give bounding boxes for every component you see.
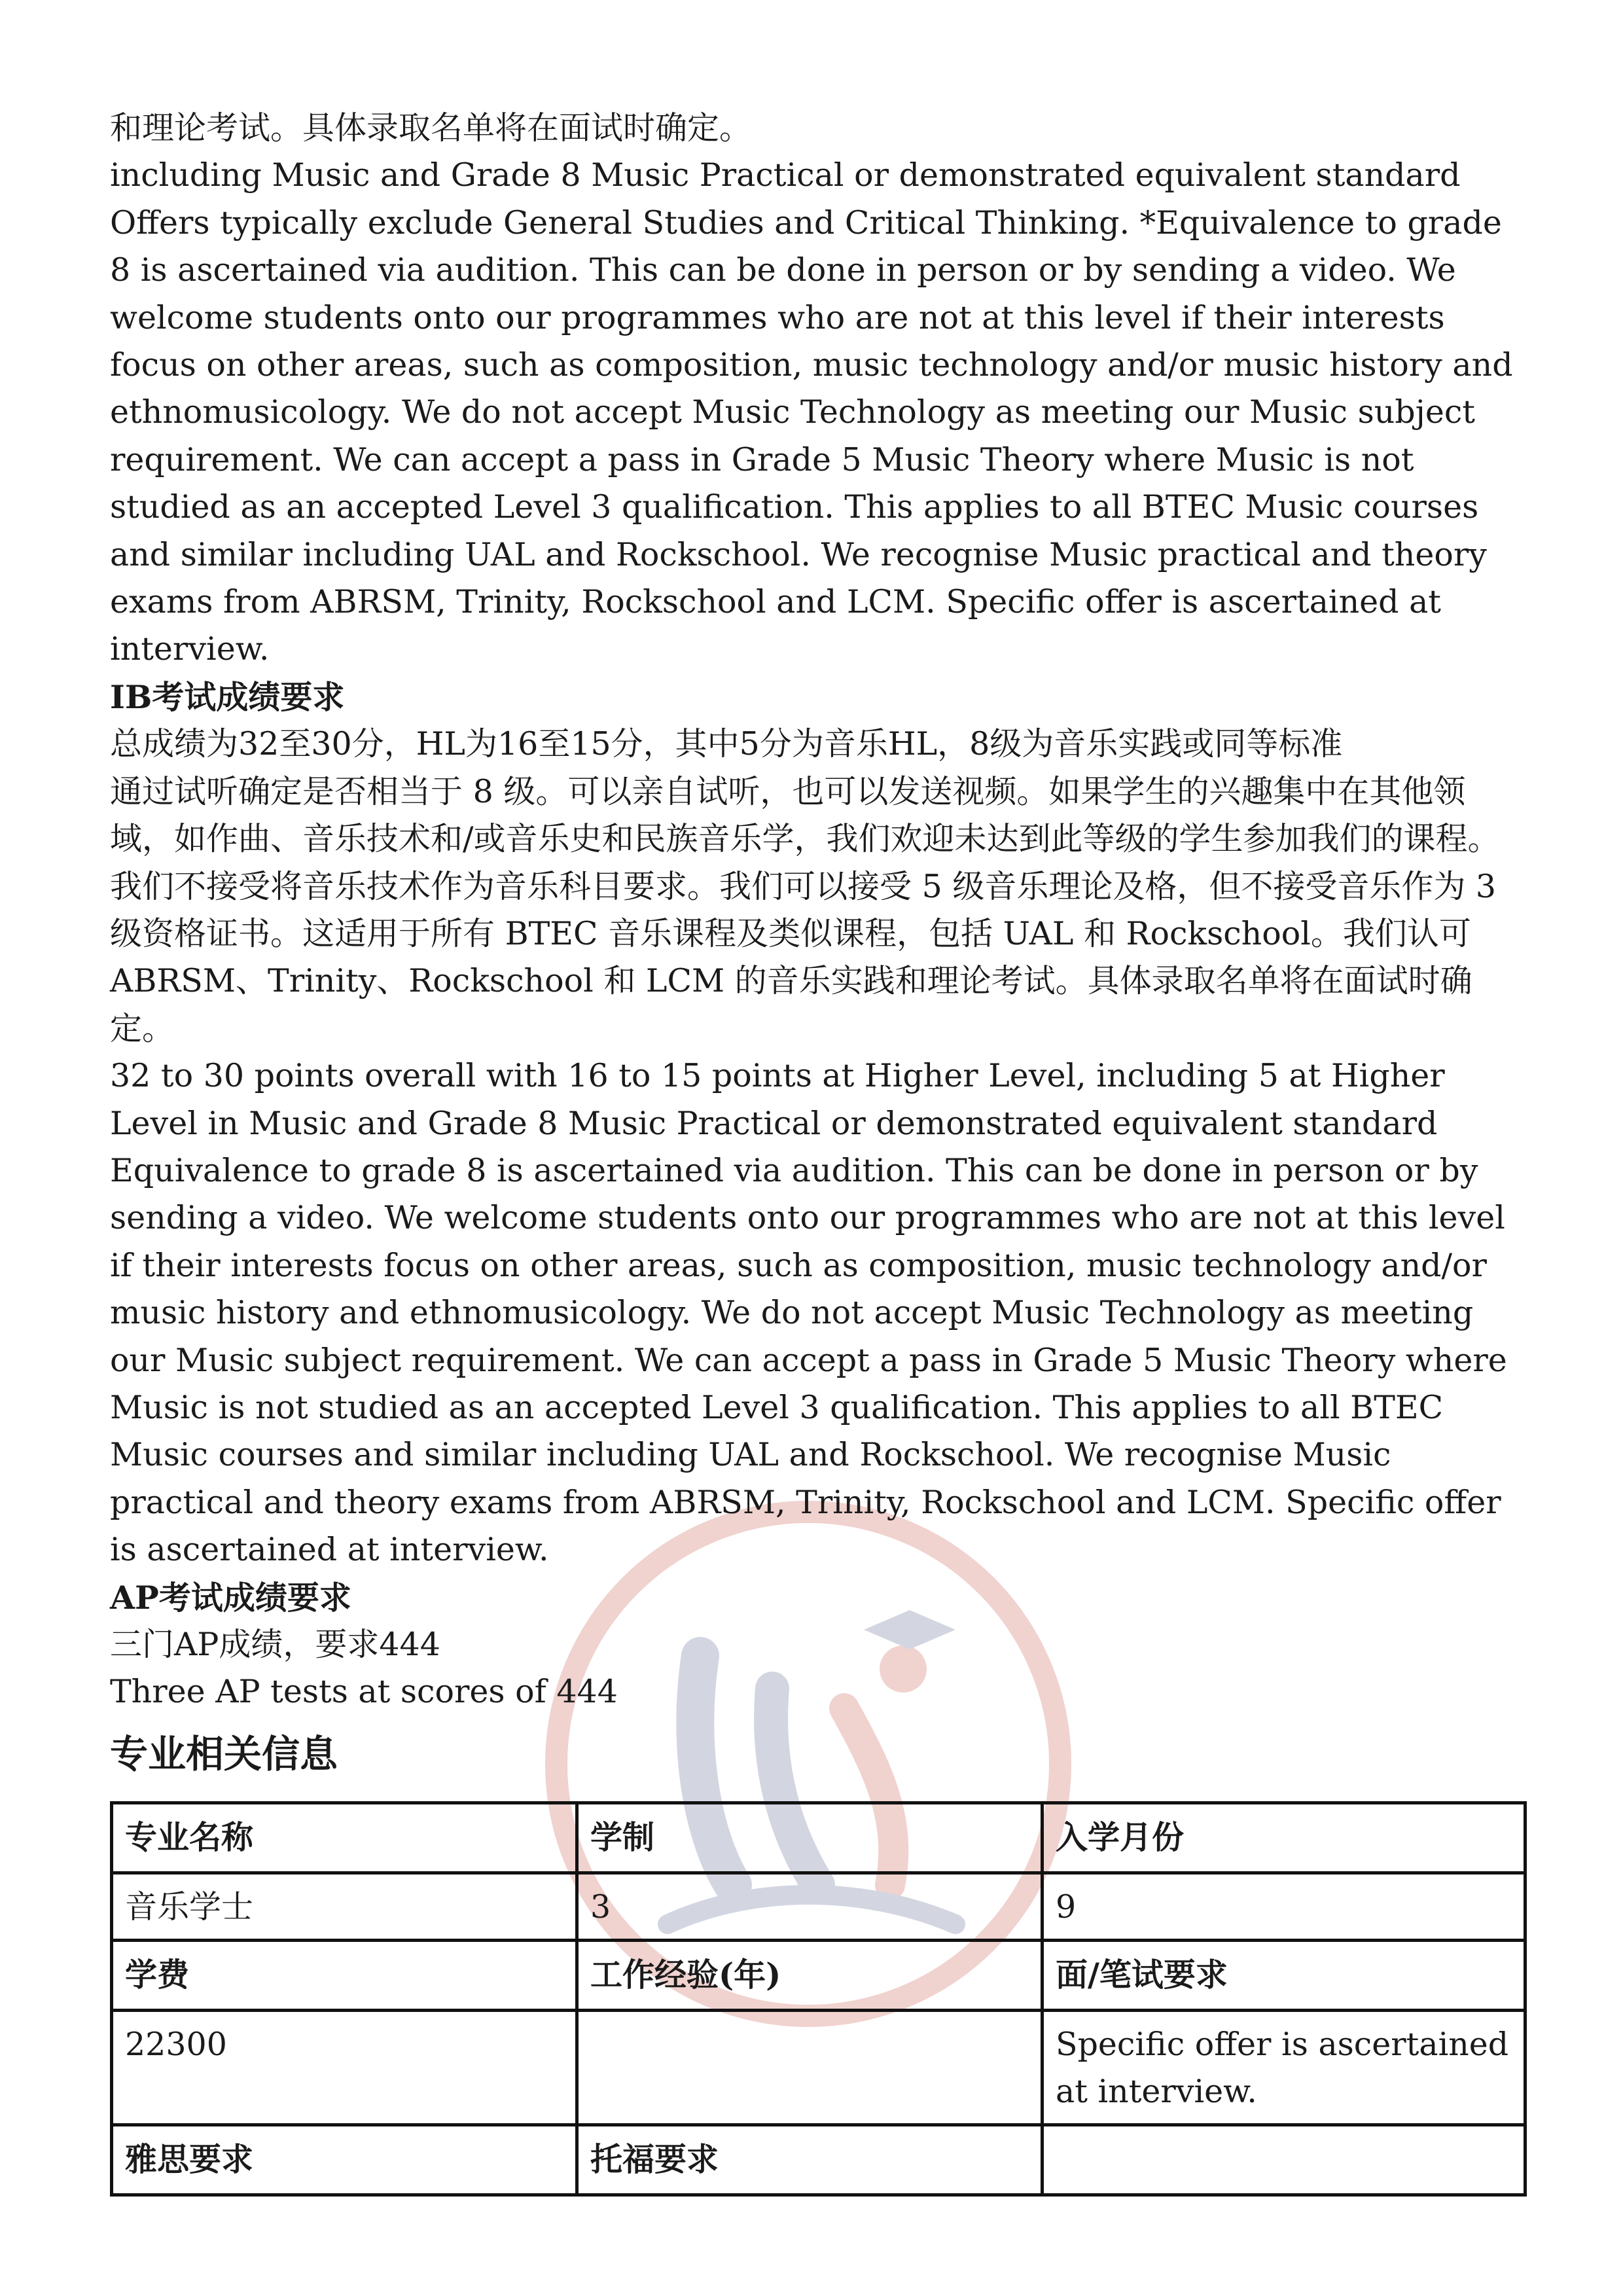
document-body (110, 105, 1524, 1716)
section-title: 专业相关信息 (110, 1732, 338, 1776)
table-row (112, 1873, 1525, 1941)
header-program-name: 专业名称 (112, 1803, 577, 1873)
header-toefl: 托福要求 (577, 2125, 1043, 2195)
table-row (112, 2011, 1525, 2125)
table-row (112, 1803, 1525, 1873)
program-info-table (110, 1801, 1527, 2197)
table-row (112, 1941, 1525, 2011)
value-interview-requirement: Specific offer is ascertained at interview. (1043, 2011, 1525, 2125)
ap-heading: AP考试成绩要求 (110, 1578, 351, 1617)
table-row (112, 2125, 1525, 2195)
value-duration: 3 (577, 1873, 1043, 1941)
header-intake-month: 入学月份 (1043, 1803, 1525, 1873)
header-work-experience: 工作经验(年) (577, 1941, 1043, 2011)
header-empty (1043, 2125, 1525, 2195)
header-tuition: 学费 (112, 1941, 577, 2011)
ib-en-details: Equivalence to grade 8 is ascertained via audition. This can be done in person or by sending a video. We welcome students onto our programmes who are not at this level if their interests focus on other areas, such as composition, music technology and/or music history and ethnomusicology. We do not accept Music Technology as meeting our Music subject requirement. We can accept a pass in Grade 5 Music Theory where Music is not studied as an accepted Level 3 qualification. This applies to all BTEC Music courses and similar including UAL and Rockschool. We recognise Music practical and theory exams from ABRSM, Trinity, Rockschool and LCM. Specific offer is ascertained at interview. (110, 1151, 1507, 1569)
header-interview-requirement: 面/笔试要求 (1043, 1941, 1525, 2011)
value-intake-month: 9 (1043, 1873, 1525, 1941)
paragraph-en-requirement: including Music and Grade 8 Music Practical or demonstrated equivalent standard (110, 156, 1461, 194)
header-duration: 学制 (577, 1803, 1043, 1873)
value-tuition: 22300 (112, 2011, 577, 2125)
ap-en: Three AP tests at scores of 444 (110, 1673, 618, 1711)
ib-en-summary: 32 to 30 points overall with 16 to 15 points at Higher Level, including 5 at Higher Level in Music and Grade 8 Music Practical or demonstrated equivalent standard (110, 1057, 1445, 1142)
paragraph-en-details: Offers typically exclude General Studies and Critical Thinking. *Equivalence to grade 8 is ascertained via audition. This can be done in person or by sending a video. We welcome students onto our programmes who are not at this level if their interests focus on other areas, such as composition, music technology and/or music history and ethnomusicology. We do not accept Music Technology as meeting our Music subject requirement. We can accept a pass in Grade 5 Music Theory where Music is not studied as an accepted Level 3 qualification. This applies to all BTEC Music courses and similar including UAL and Rockschool. We recognise Music practical and theory exams from ABRSM, Trinity, Rockschool and LCM. Specific offer is ascertained at interview. (110, 204, 1513, 668)
ap-cn: 三门AP成绩，要求444 (110, 1626, 440, 1663)
ib-cn-details: 通过试听确定是否相当于 8 级。可以亲自试听，也可以发送视频。如果学生的兴趣集中在其他领域，如作曲、音乐技术和/或音乐史和民族音乐学，我们欢迎未达到此等级的学生参加我们的课程。我们不接受将音乐技术作为音乐科目要求。我们可以接受 5 级音乐理论及格，但不接受音乐作为 3 级资格证书。这适用于所有 BTEC 音乐课程及类似课程，包括 UAL 和 Rockschool。我们认可 ABRSM、Trinity、Rockschool 和 LCM 的音乐实践和理论考试。具体录取名单将在面试时确定。 (110, 772, 1500, 1047)
value-work-experience (577, 2011, 1043, 2125)
value-program-name: 音乐学士 (112, 1873, 577, 1941)
ib-cn-summary: 总成绩为32至30分，HL为16至15分，其中5分为音乐HL，8级为音乐实践或同等标准 (110, 725, 1343, 763)
ib-heading: IB考试成绩要求 (110, 677, 345, 716)
paragraph-cn-tail: 和理论考试。具体录取名单将在面试时确定。 (110, 109, 752, 147)
header-ielts: 雅思要求 (112, 2125, 577, 2195)
